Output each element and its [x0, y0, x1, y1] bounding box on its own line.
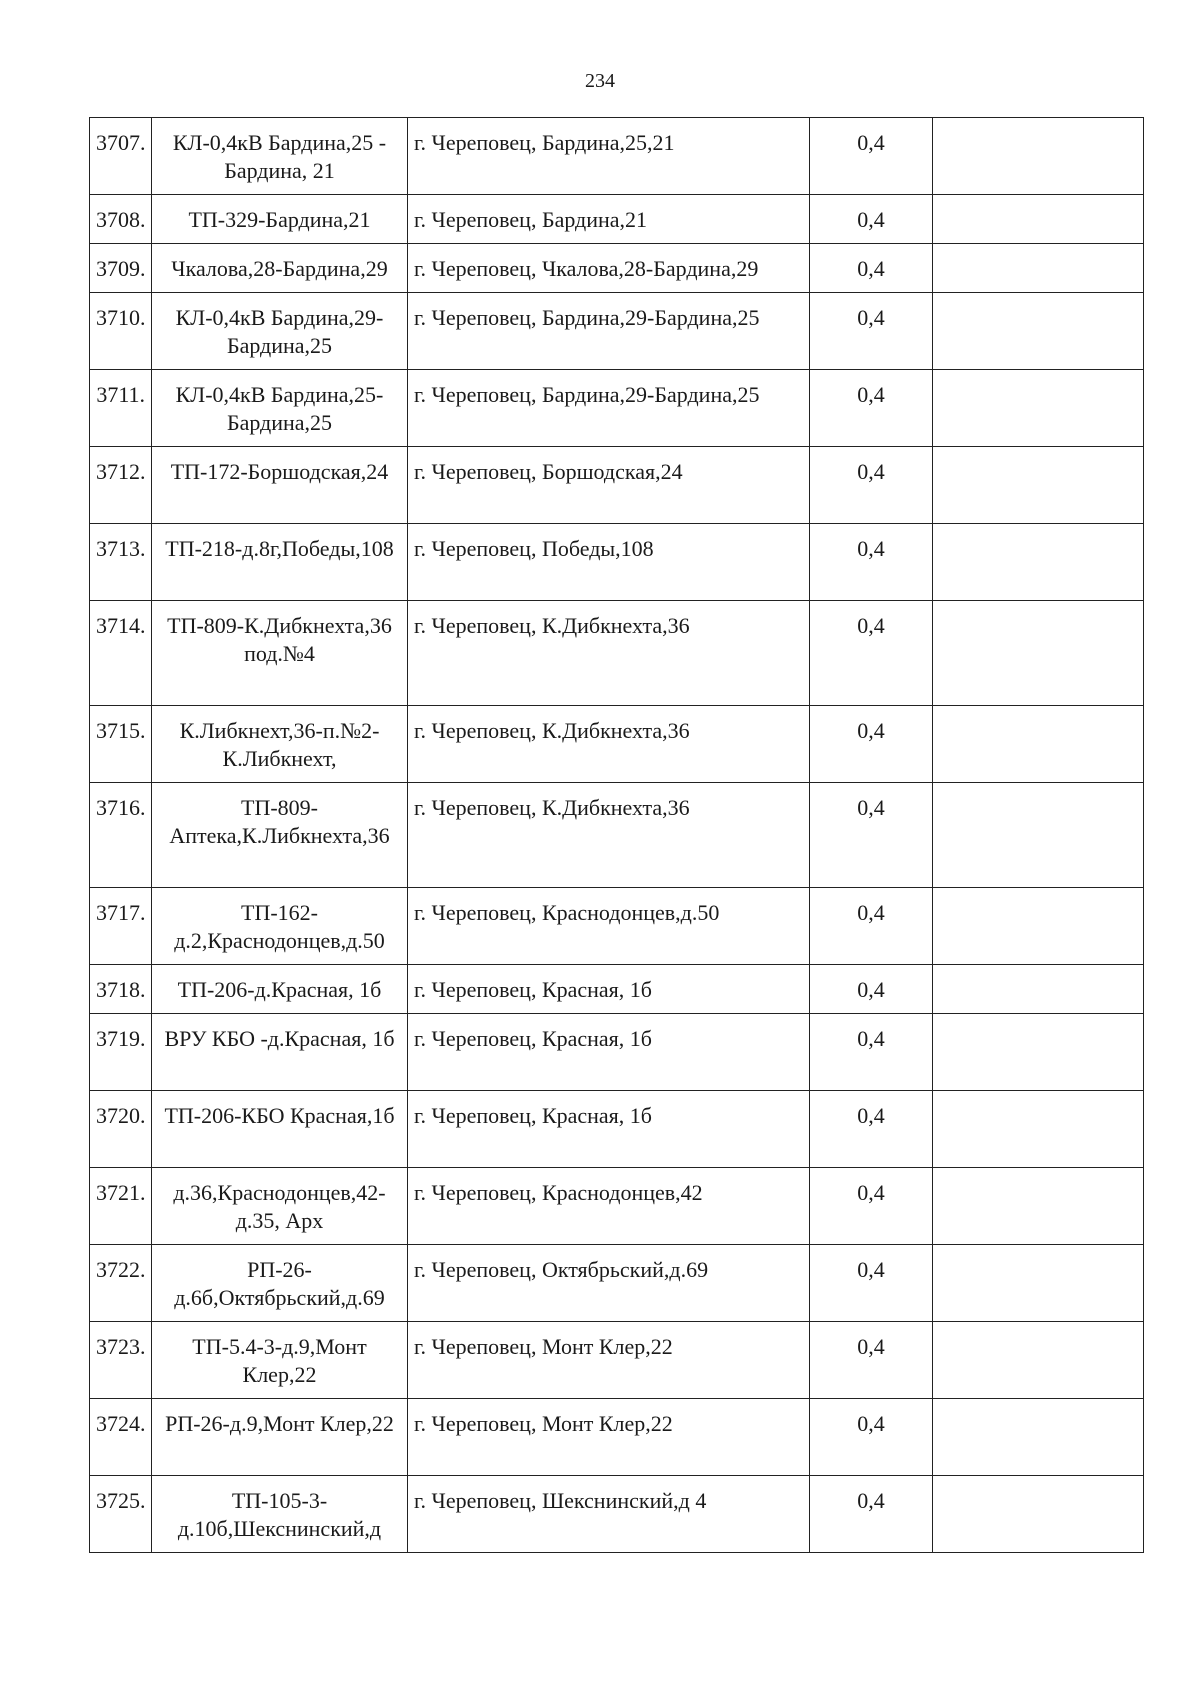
object-name: Чкалова,28-Бардина,29	[152, 244, 408, 293]
table-row	[90, 1245, 1144, 1322]
object-name: ТП-809-Аптека,К.Либкнехта,36	[152, 783, 408, 888]
object-name: ТП-162-д.2,Краснодонцев,д.50	[152, 888, 408, 965]
object-name: д.36,Краснодонцев,42-д.35, Арх	[152, 1168, 408, 1245]
row-number: 3720.	[90, 1091, 152, 1168]
row-number: 3708.	[90, 195, 152, 244]
table-row	[90, 1091, 1144, 1168]
row-number: 3714.	[90, 601, 152, 706]
row-number: 3715.	[90, 706, 152, 783]
object-address: г. Череповец, Красная, 1б	[408, 965, 810, 1014]
table-row	[90, 706, 1144, 783]
note-cell	[933, 244, 1144, 293]
voltage-value: 0,4	[810, 888, 933, 965]
object-name: КЛ-0,4кВ Бардина,29-Бардина,25	[152, 293, 408, 370]
table-row	[90, 447, 1144, 524]
table-row	[90, 1322, 1144, 1399]
voltage-value: 0,4	[810, 1245, 933, 1322]
object-name: ТП-105-3-д.10б,Шекснинский,д	[152, 1476, 408, 1553]
row-number: 3707.	[90, 118, 152, 195]
object-name: ТП-206-д.Красная, 1б	[152, 965, 408, 1014]
table-row	[90, 1014, 1144, 1091]
note-cell	[933, 1322, 1144, 1399]
object-address: г. Череповец, Бардина,21	[408, 195, 810, 244]
table-row	[90, 118, 1144, 195]
note-cell	[933, 1168, 1144, 1245]
note-cell	[933, 965, 1144, 1014]
note-cell	[933, 370, 1144, 447]
table-row	[90, 1476, 1144, 1553]
note-cell	[933, 706, 1144, 783]
row-number: 3723.	[90, 1322, 152, 1399]
voltage-value: 0,4	[810, 1476, 933, 1553]
object-address: г. Череповец, Октябрьский,д.69	[408, 1245, 810, 1322]
voltage-value: 0,4	[810, 244, 933, 293]
object-name: ТП-809-К.Дибкнехта,36 под.№4	[152, 601, 408, 706]
table-row	[90, 783, 1144, 888]
page-number: 234	[585, 70, 615, 92]
object-name: РП-26-д.6б,Октябрьский,д.69	[152, 1245, 408, 1322]
row-number: 3709.	[90, 244, 152, 293]
note-cell	[933, 1091, 1144, 1168]
note-cell	[933, 783, 1144, 888]
object-address: г. Череповец, Бардина,29-Бардина,25	[408, 293, 810, 370]
object-address: г. Череповец, Бардина,29-Бардина,25	[408, 370, 810, 447]
object-name: ТП-172-Боршодская,24	[152, 447, 408, 524]
object-address: г. Череповец, Чкалова,28-Бардина,29	[408, 244, 810, 293]
voltage-value: 0,4	[810, 601, 933, 706]
row-number: 3717.	[90, 888, 152, 965]
object-address: г. Череповец, К.Дибкнехта,36	[408, 601, 810, 706]
row-number: 3711.	[90, 370, 152, 447]
voltage-value: 0,4	[810, 1091, 933, 1168]
row-number: 3719.	[90, 1014, 152, 1091]
object-name: ТП-218-д.8г,Победы,108	[152, 524, 408, 601]
table-row	[90, 1399, 1144, 1476]
row-number: 3721.	[90, 1168, 152, 1245]
object-name: КЛ-0,4кВ Бардина,25-Бардина,25	[152, 370, 408, 447]
object-address: г. Череповец, К.Дибкнехта,36	[408, 783, 810, 888]
table-row	[90, 195, 1144, 244]
object-address: г. Череповец, Бардина,25,21	[408, 118, 810, 195]
row-number: 3716.	[90, 783, 152, 888]
table-row	[90, 1168, 1144, 1245]
voltage-value: 0,4	[810, 195, 933, 244]
table-row	[90, 293, 1144, 370]
voltage-value: 0,4	[810, 706, 933, 783]
object-address: г. Череповец, Победы,108	[408, 524, 810, 601]
table-row	[90, 965, 1144, 1014]
note-cell	[933, 1399, 1144, 1476]
row-number: 3725.	[90, 1476, 152, 1553]
voltage-value: 0,4	[810, 293, 933, 370]
voltage-value: 0,4	[810, 1322, 933, 1399]
note-cell	[933, 1476, 1144, 1553]
note-cell	[933, 888, 1144, 965]
object-address: г. Череповец, Краснодонцев,д.50	[408, 888, 810, 965]
voltage-value: 0,4	[810, 1399, 933, 1476]
object-name: РП-26-д.9,Монт Клер,22	[152, 1399, 408, 1476]
registry-table	[89, 117, 1144, 1553]
note-cell	[933, 118, 1144, 195]
object-name: ТП-329-Бардина,21	[152, 195, 408, 244]
voltage-value: 0,4	[810, 783, 933, 888]
object-address: г. Череповец, Шекснинский,д 4	[408, 1476, 810, 1553]
object-address: г. Череповец, Красная, 1б	[408, 1014, 810, 1091]
object-name: КЛ-0,4кВ Бардина,25 - Бардина, 21	[152, 118, 408, 195]
table-row	[90, 370, 1144, 447]
object-name: К.Либкнехт,36-п.№2-К.Либкнехт,	[152, 706, 408, 783]
voltage-value: 0,4	[810, 118, 933, 195]
note-cell	[933, 1014, 1144, 1091]
row-number: 3724.	[90, 1399, 152, 1476]
row-number: 3712.	[90, 447, 152, 524]
voltage-value: 0,4	[810, 965, 933, 1014]
object-address: г. Череповец, Красная, 1б	[408, 1091, 810, 1168]
object-address: г. Череповец, Монт Клер,22	[408, 1322, 810, 1399]
object-name: ТП-206-КБО Красная,1б	[152, 1091, 408, 1168]
table-row	[90, 524, 1144, 601]
note-cell	[933, 524, 1144, 601]
voltage-value: 0,4	[810, 524, 933, 601]
note-cell	[933, 195, 1144, 244]
row-number: 3713.	[90, 524, 152, 601]
voltage-value: 0,4	[810, 1168, 933, 1245]
object-address: г. Череповец, Краснодонцев,42	[408, 1168, 810, 1245]
object-address: г. Череповец, К.Дибкнехта,36	[408, 706, 810, 783]
row-number: 3722.	[90, 1245, 152, 1322]
object-address: г. Череповец, Монт Клер,22	[408, 1399, 810, 1476]
note-cell	[933, 293, 1144, 370]
object-address: г. Череповец, Боршодская,24	[408, 447, 810, 524]
note-cell	[933, 1245, 1144, 1322]
note-cell	[933, 601, 1144, 706]
row-number: 3718.	[90, 965, 152, 1014]
table-row	[90, 244, 1144, 293]
voltage-value: 0,4	[810, 370, 933, 447]
table-row	[90, 888, 1144, 965]
object-name: ВРУ КБО -д.Красная, 1б	[152, 1014, 408, 1091]
table-row	[90, 601, 1144, 706]
voltage-value: 0,4	[810, 447, 933, 524]
object-name: ТП-5.4-3-д.9,Монт Клер,22	[152, 1322, 408, 1399]
note-cell	[933, 447, 1144, 524]
voltage-value: 0,4	[810, 1014, 933, 1091]
row-number: 3710.	[90, 293, 152, 370]
